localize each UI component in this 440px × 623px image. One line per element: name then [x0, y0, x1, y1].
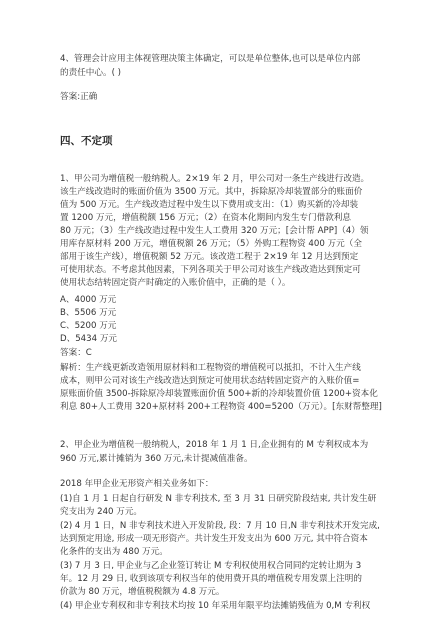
q2-item-line-9: (4) 甲企业专利权和非专利技术均按 10 年采用年限平均法摊销残值为 0,M 专利权 [60, 601, 371, 611]
q2-item-line-7: 年。12 月 29 日, 收到该项专利权当年的使用费开具的增值税专用发票上注明的 [60, 574, 362, 584]
q1-option-a: A、4000 万元 [60, 295, 117, 305]
q2-item-line-3: (2) 4 月 1 日，N 非专利技术进入开发阶段, 段：7 月 10 日,N 非专利技术开发完成, [60, 521, 380, 531]
q1-option-c: C、5200 万元 [60, 321, 117, 331]
q1-line-9: 使用状态结转固定资产时确定的入账价值中，正确的是（ ）。 [60, 278, 291, 288]
q2-item-line-8: 价款为 80 万元，增值税税额为 4.8 万元。 [60, 587, 225, 597]
q1-explanation-4: 利息 80+人工费用 320+原材料 200+工程物资 400=5200（万元）。[东财帮整理] [60, 402, 382, 412]
q2-item-line-5: 化条件的支出为 480 万元。 [60, 547, 168, 557]
q2-item-line-6: (3) 7 月 3 日, 甲企业与乙企业签订转让 M 专利权使用权合同同约定转让期为 3 [60, 561, 362, 571]
q1-line-1: 1、甲公司为增值税一般纳税人。2×19 年 2 月，甲公司对一条生产线进行改造。 [60, 174, 370, 184]
q2-item-line-2: 究支出为 240 万元。 [60, 507, 143, 517]
q1-line-5: 80 万元；（3）生产线改造过程中发生人工费用 320 万元；[会计帮 APP]（4）领 [60, 226, 369, 236]
q1-option-b: B、5506 万元 [60, 308, 117, 318]
q1-option-d: D、5434 万元 [60, 334, 118, 344]
q2-line-2: 960 万元,累计摊销为 360 万元,未计提减值准备。 [60, 454, 253, 464]
q1-line-8: 可使用状态。不考虑其他因素，下列各项关于甲公司对该生产线改造达到预定可 [60, 265, 361, 275]
q4-answer: 答案:正确 [60, 92, 98, 102]
q2-intro: 2018 年甲企业无形资产相关业务如下： [60, 479, 214, 489]
q1-explanation-1: 解析：生产线更新改造领用原材料和工程物资的增值税可以抵扣，不计入生产线 [60, 363, 361, 373]
q1-explanation-2: 成本，则甲公司对该生产线改造达到预定可使用状态结转固定资产的入账价值= [60, 376, 360, 386]
q2-line-1: 2、甲企业为增值税一般纳税人，2018 年 1 月 1 日,企业拥有的 M 专利权成本为 [60, 440, 369, 450]
q1-answer: 答案：C [60, 348, 92, 358]
q1-line-6: 用库存原材料 200 万元，增值税额 26 万元；（5）外购工程物资 400 万元（全 [60, 239, 362, 249]
q1-explanation-3: 原账面价值 3500-拆除原冷却装置账面价值 500+新的冷却装置价值 1200+资本化 [60, 389, 378, 399]
q1-line-2: 该生产线改造时的账面价值为 3500 万元。其中，拆除原冷却装置部分的账面价 [60, 187, 363, 197]
q2-item-line-4: 达到预定用途, 形成一项无形资产。共计发生开发支出为 600 万元, 其中符合资本 [60, 534, 368, 544]
q1-line-4: 置 1200 万元，增值税额 156 万元；（2）在资本化期间内发生专门借款利息 [60, 213, 351, 223]
q1-line-7: 部用于该生产线），增值税额 52 万元。该改造工程于 2×19 年 12 月达到预定 [60, 252, 359, 262]
section-heading: 四、不定项 [60, 135, 113, 147]
q4-line-1: 4、管理会计应用主体视管理决策主体确定，可以是单位整体,也可以是单位内部 [60, 54, 361, 64]
q2-item-line-1: (1)自 1 月 1 日起自行研发 N 非专利技术, 至 3 月 31 日研究阶段结束, 共计发生研 [60, 494, 377, 504]
q1-line-3: 值为 500 万元。生产线改造过程中发生以下费用或支出：（1）购买新的冷却装 [60, 200, 359, 210]
q4-line-2: 的责任中心。( ) [60, 68, 121, 78]
